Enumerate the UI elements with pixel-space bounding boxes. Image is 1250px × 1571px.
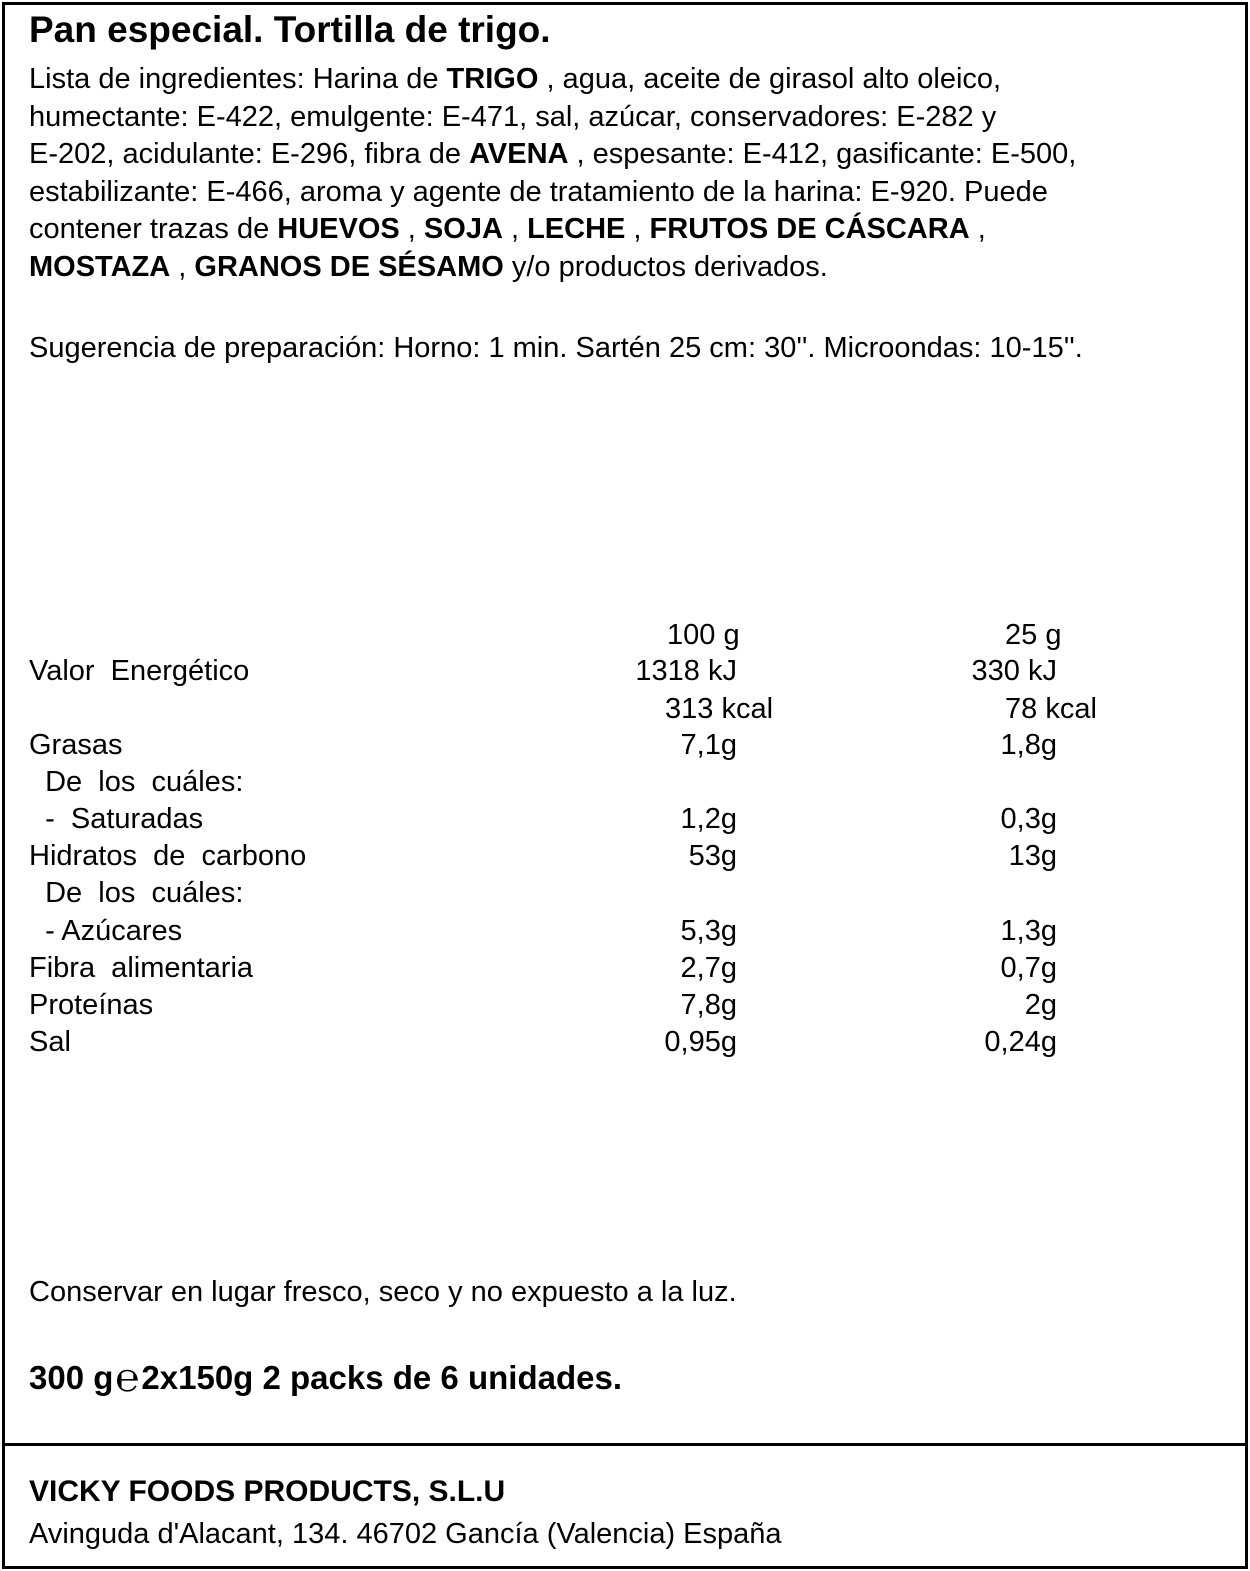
nutrient-label: Proteínas — [29, 989, 154, 1021]
nutrition-row — [5, 840, 1245, 877]
allergen: LECHE — [527, 213, 626, 245]
ingredients-line: Lista de ingredientes: Harina de TRIGO , agua, aceite de girasol alto oleico, — [29, 63, 1002, 95]
nutrition-row — [5, 952, 1245, 989]
nutrient-label: Hidratos de carbono — [29, 840, 307, 872]
estimated-sign-icon: ℮ — [115, 1356, 140, 1400]
value-per-25g: 330 kJ — [971, 655, 1057, 687]
product-title: Pan especial. Tortilla de trigo. — [29, 9, 551, 50]
value-per-100g: 7,1g — [680, 729, 737, 761]
column-header-25g: 25 g — [1005, 619, 1062, 651]
nutrition-row — [5, 729, 1245, 766]
value-per-100g: 1318 kJ — [635, 655, 737, 687]
ingredients-list — [29, 61, 1229, 286]
divider — [5, 1443, 1245, 1446]
preparation-suggestion: Sugerencia de preparación: Horno: 1 min. Sartén 25 cm: 30''. Microondas: 10-15''. — [29, 332, 1083, 364]
allergen: MOSTAZA — [29, 250, 171, 283]
value-per-25g: 2g — [1024, 989, 1057, 1021]
allergen: FRUTOS DE CÁSCARA — [649, 213, 970, 245]
nutrient-label: Fibra alimentaria — [29, 952, 254, 984]
nutrition-row — [5, 766, 1245, 803]
value-per-100g: 5,3g — [680, 915, 737, 947]
value-per-100g: 53g — [688, 840, 737, 872]
pack-description: 2x150g 2 packs de 6 unidades. — [141, 1359, 622, 1396]
value-per-25g: 1,8g — [1000, 729, 1057, 761]
allergen: GRANOS DE SÉSAMO — [194, 250, 504, 283]
value-per-100g: 7,8g — [680, 989, 737, 1021]
nutrient-label: De los cuáles: — [29, 766, 244, 798]
nutrient-label: Grasas — [29, 729, 123, 761]
value-per-100g: 2,7g — [680, 952, 737, 984]
value-per-25g: 0,7g — [1000, 952, 1057, 984]
value-per-25g: 0,3g — [1000, 803, 1057, 835]
company-name: VICKY FOODS PRODUCTS, S.L.U — [29, 1475, 506, 1508]
nutrition-row — [5, 989, 1245, 1026]
value-per-25g: 1,3g — [1000, 915, 1057, 947]
column-header-100g: 100 g — [667, 619, 740, 651]
storage-instructions: Conservar en lugar fresco, seco y no expuesto a la luz. — [29, 1276, 737, 1308]
ingredients-line: contener trazas de HUEVOS , SOJA , LECHE , FRUTOS DE CÁSCARA , — [29, 213, 986, 245]
value-per-25g: 13g — [1008, 840, 1057, 872]
nutrient-label: Sal — [29, 1026, 71, 1058]
nutrition-row — [5, 803, 1245, 840]
allergen: HUEVOS — [277, 213, 400, 245]
energy-kcal-25g: 78 kcal — [1005, 693, 1097, 725]
nutrition-row — [5, 915, 1245, 952]
value-per-100g: 1,2g — [680, 803, 737, 835]
net-weight-value: 300 g — [29, 1359, 114, 1396]
value-per-25g: 0,24g — [984, 1026, 1057, 1058]
nutrient-label: De los cuáles: — [29, 877, 244, 909]
company-address: Avinguda d'Alacant, 134. 46702 Gancía (Valencia) España — [29, 1518, 782, 1550]
allergen: SOJA — [423, 213, 503, 245]
nutrient-label: Valor Energético — [29, 655, 250, 687]
allergen: TRIGO — [446, 63, 539, 95]
ingredients-line: estabilizante: E-466, aroma y agente de tratamiento de la harina: E-920. Puede — [29, 175, 1048, 208]
ingredients-line: MOSTAZA , GRANOS DE SÉSAMO y/o productos derivados. — [29, 250, 828, 283]
label-frame — [2, 2, 1248, 1569]
energy-kcal-100g: 313 kcal — [665, 693, 774, 725]
nutrient-label: - Saturadas — [29, 803, 204, 835]
ingredients-line: E-202, acidulante: E-296, fibra de AVENA , espesante: E-412, gasificante: E-500, — [29, 138, 1077, 170]
nutrient-label: - Azúcares — [29, 915, 183, 947]
allergen: AVENA — [469, 138, 569, 170]
ingredients-line: humectante: E-422, emulgente: E-471, sal, azúcar, conservadores: E-282 y — [29, 100, 997, 133]
nutrition-row — [5, 655, 1245, 692]
value-per-100g: 0,95g — [664, 1026, 737, 1058]
net-weight — [29, 1358, 622, 1398]
nutrition-row — [5, 1026, 1245, 1063]
nutrition-row — [5, 877, 1245, 914]
